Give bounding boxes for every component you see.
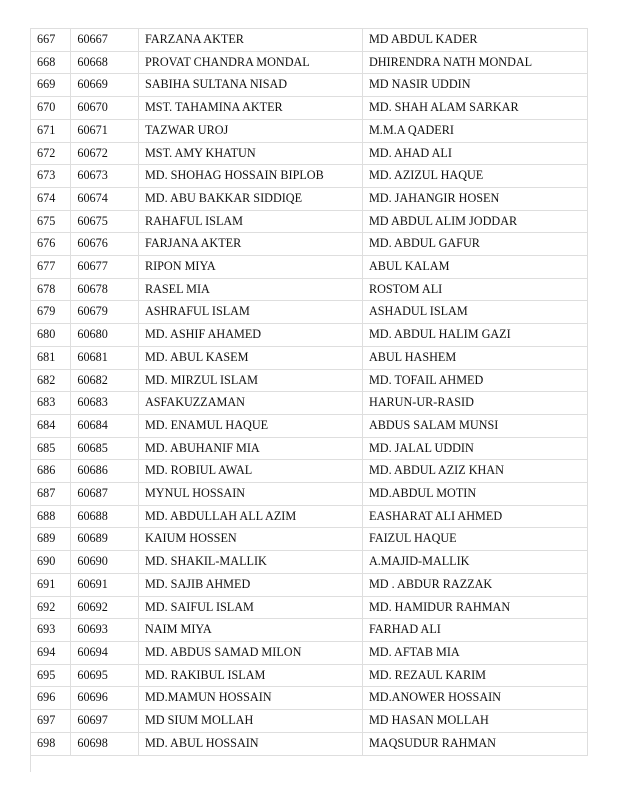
father-name-cell: ASHADUL ISLAM — [362, 301, 587, 324]
serial-number-cell: 676 — [31, 233, 71, 256]
father-name-cell: ABDUS SALAM MUNSI — [362, 414, 587, 437]
roll-number-cell: 60676 — [71, 233, 139, 256]
serial-number-cell: 672 — [31, 142, 71, 165]
table-row — [31, 619, 588, 642]
roll-number-cell: 60677 — [71, 256, 139, 279]
roll-number-cell: 60667 — [71, 29, 139, 52]
serial-number-cell: 680 — [31, 324, 71, 347]
roll-number-cell: 60673 — [71, 165, 139, 188]
serial-number-cell: 678 — [31, 278, 71, 301]
roll-number-cell: 60686 — [71, 460, 139, 483]
table-left-border-tail — [30, 752, 31, 772]
serial-number-cell: 691 — [31, 573, 71, 596]
father-name-cell: MD . ABDUR RAZZAK — [362, 573, 587, 596]
roll-number-cell: 60685 — [71, 437, 139, 460]
candidate-name-cell: MD. SHOHAG HOSSAIN BIPLOB — [138, 165, 362, 188]
roll-number-cell: 60688 — [71, 505, 139, 528]
candidate-name-cell: MD. ABDULLAH ALL AZIM — [138, 505, 362, 528]
serial-number-cell: 685 — [31, 437, 71, 460]
candidate-name-cell: MD. RAKIBUL ISLAM — [138, 664, 362, 687]
roll-number-cell: 60684 — [71, 414, 139, 437]
serial-number-cell: 668 — [31, 51, 71, 74]
table-row — [31, 551, 588, 574]
candidate-name-cell: MD.MAMUN HOSSAIN — [138, 687, 362, 710]
father-name-cell: MD.ABDUL MOTIN — [362, 483, 587, 506]
roll-number-cell: 60692 — [71, 596, 139, 619]
serial-number-cell: 683 — [31, 392, 71, 415]
father-name-cell: MD. AFTAB MIA — [362, 641, 587, 664]
table-row — [31, 596, 588, 619]
table-row — [31, 505, 588, 528]
roll-number-cell: 60679 — [71, 301, 139, 324]
roll-number-cell: 60669 — [71, 74, 139, 97]
candidate-name-cell: MD. ABUL HOSSAIN — [138, 732, 362, 755]
serial-number-cell: 689 — [31, 528, 71, 551]
candidate-name-cell: MD. ABUHANIF MIA — [138, 437, 362, 460]
candidate-name-cell: RAHAFUL ISLAM — [138, 210, 362, 233]
table-row — [31, 641, 588, 664]
candidate-name-cell: FARZANA AKTER — [138, 29, 362, 52]
father-name-cell: MD HASAN MOLLAH — [362, 710, 587, 733]
father-name-cell: MD. JALAL UDDIN — [362, 437, 587, 460]
candidate-name-cell: MST. TAHAMINA AKTER — [138, 97, 362, 120]
candidate-name-cell: MD. ENAMUL HAQUE — [138, 414, 362, 437]
table-row — [31, 29, 588, 52]
father-name-cell: MD. JAHANGIR HOSEN — [362, 187, 587, 210]
candidate-name-cell: MD. ABDUS SAMAD MILON — [138, 641, 362, 664]
serial-number-cell: 682 — [31, 369, 71, 392]
candidate-name-cell: MD. SHAKIL-MALLIK — [138, 551, 362, 574]
roll-number-cell: 60698 — [71, 732, 139, 755]
father-name-cell: MD. TOFAIL AHMED — [362, 369, 587, 392]
serial-number-cell: 688 — [31, 505, 71, 528]
serial-number-cell: 677 — [31, 256, 71, 279]
roll-number-cell: 60693 — [71, 619, 139, 642]
father-name-cell: EASHARAT ALI AHMED — [362, 505, 587, 528]
candidate-name-cell: FARJANA AKTER — [138, 233, 362, 256]
roster-table-body — [31, 29, 588, 756]
roll-number-cell: 60683 — [71, 392, 139, 415]
father-name-cell: MD.ANOWER HOSSAIN — [362, 687, 587, 710]
serial-number-cell: 697 — [31, 710, 71, 733]
candidate-name-cell: MYNUL HOSSAIN — [138, 483, 362, 506]
roll-number-cell: 60681 — [71, 346, 139, 369]
father-name-cell: ABUL HASHEM — [362, 346, 587, 369]
candidate-name-cell: PROVAT CHANDRA MONDAL — [138, 51, 362, 74]
roll-number-cell: 60668 — [71, 51, 139, 74]
serial-number-cell: 693 — [31, 619, 71, 642]
table-row — [31, 210, 588, 233]
father-name-cell: MD. ABDUL AZIZ KHAN — [362, 460, 587, 483]
candidate-name-cell: NAIM MIYA — [138, 619, 362, 642]
roll-number-cell: 60675 — [71, 210, 139, 233]
father-name-cell: FARHAD ALI — [362, 619, 587, 642]
serial-number-cell: 686 — [31, 460, 71, 483]
table-row — [31, 687, 588, 710]
father-name-cell: MD. SHAH ALAM SARKAR — [362, 97, 587, 120]
roll-number-cell: 60689 — [71, 528, 139, 551]
candidate-name-cell: MD. ASHIF AHAMED — [138, 324, 362, 347]
serial-number-cell: 687 — [31, 483, 71, 506]
father-name-cell: MD. ABDUL HALIM GAZI — [362, 324, 587, 347]
father-name-cell: MD. HAMIDUR RAHMAN — [362, 596, 587, 619]
serial-number-cell: 671 — [31, 119, 71, 142]
serial-number-cell: 681 — [31, 346, 71, 369]
father-name-cell: DHIRENDRA NATH MONDAL — [362, 51, 587, 74]
father-name-cell: MAQSUDUR RAHMAN — [362, 732, 587, 755]
table-row — [31, 460, 588, 483]
serial-number-cell: 692 — [31, 596, 71, 619]
table-row — [31, 119, 588, 142]
roll-number-cell: 60670 — [71, 97, 139, 120]
table-row — [31, 437, 588, 460]
roll-number-cell: 60696 — [71, 687, 139, 710]
serial-number-cell: 698 — [31, 732, 71, 755]
father-name-cell: M.M.A QADERI — [362, 119, 587, 142]
father-name-cell: MD. REZAUL KARIM — [362, 664, 587, 687]
father-name-cell: MD ABDUL ALIM JODDAR — [362, 210, 587, 233]
candidate-name-cell: MD. SAIFUL ISLAM — [138, 596, 362, 619]
table-row — [31, 346, 588, 369]
table-row — [31, 233, 588, 256]
father-name-cell: ROSTOM ALI — [362, 278, 587, 301]
table-row — [31, 732, 588, 755]
father-name-cell: MD. AZIZUL HAQUE — [362, 165, 587, 188]
serial-number-cell: 694 — [31, 641, 71, 664]
candidate-name-cell: MD SIUM MOLLAH — [138, 710, 362, 733]
table-row — [31, 165, 588, 188]
candidate-name-cell: MD. ROBIUL AWAL — [138, 460, 362, 483]
roll-number-cell: 60672 — [71, 142, 139, 165]
roll-number-cell: 60678 — [71, 278, 139, 301]
father-name-cell: MD ABDUL KADER — [362, 29, 587, 52]
table-row — [31, 301, 588, 324]
table-row — [31, 573, 588, 596]
father-name-cell: MD. AHAD ALI — [362, 142, 587, 165]
serial-number-cell: 675 — [31, 210, 71, 233]
table-row — [31, 74, 588, 97]
serial-number-cell: 670 — [31, 97, 71, 120]
table-row — [31, 392, 588, 415]
roll-number-cell: 60680 — [71, 324, 139, 347]
candidate-name-cell: ASFAKUZZAMAN — [138, 392, 362, 415]
roll-number-cell: 60697 — [71, 710, 139, 733]
father-name-cell: FAIZUL HAQUE — [362, 528, 587, 551]
table-row — [31, 142, 588, 165]
roll-number-cell: 60690 — [71, 551, 139, 574]
table-row — [31, 324, 588, 347]
table-row — [31, 528, 588, 551]
father-name-cell: MD NASIR UDDIN — [362, 74, 587, 97]
roll-number-cell: 60687 — [71, 483, 139, 506]
candidate-name-cell: SABIHA SULTANA NISAD — [138, 74, 362, 97]
serial-number-cell: 673 — [31, 165, 71, 188]
roll-number-cell: 60682 — [71, 369, 139, 392]
candidate-name-cell: RIPON MIYA — [138, 256, 362, 279]
father-name-cell: ABUL KALAM — [362, 256, 587, 279]
table-row — [31, 97, 588, 120]
serial-number-cell: 674 — [31, 187, 71, 210]
serial-number-cell: 684 — [31, 414, 71, 437]
roll-number-cell: 60674 — [71, 187, 139, 210]
serial-number-cell: 695 — [31, 664, 71, 687]
candidate-name-cell: MD. SAJIB AHMED — [138, 573, 362, 596]
candidate-name-cell: MST. AMY KHATUN — [138, 142, 362, 165]
candidate-name-cell: MD. MIRZUL ISLAM — [138, 369, 362, 392]
table-row — [31, 369, 588, 392]
table-row — [31, 187, 588, 210]
serial-number-cell: 669 — [31, 74, 71, 97]
candidate-name-cell: MD. ABU BAKKAR SIDDIQE — [138, 187, 362, 210]
roll-number-cell: 60691 — [71, 573, 139, 596]
table-row — [31, 256, 588, 279]
candidate-name-cell: RASEL MIA — [138, 278, 362, 301]
table-row — [31, 414, 588, 437]
roll-number-cell: 60694 — [71, 641, 139, 664]
father-name-cell: HARUN-UR-RASID — [362, 392, 587, 415]
table-row — [31, 278, 588, 301]
candidate-name-cell: KAIUM HOSSEN — [138, 528, 362, 551]
roster-table — [30, 28, 588, 756]
father-name-cell: MD. ABDUL GAFUR — [362, 233, 587, 256]
table-row — [31, 710, 588, 733]
table-row — [31, 51, 588, 74]
serial-number-cell: 667 — [31, 29, 71, 52]
candidate-name-cell: MD. ABUL KASEM — [138, 346, 362, 369]
father-name-cell: A.MAJID-MALLIK — [362, 551, 587, 574]
serial-number-cell: 696 — [31, 687, 71, 710]
table-row — [31, 483, 588, 506]
table-row — [31, 664, 588, 687]
serial-number-cell: 690 — [31, 551, 71, 574]
roll-number-cell: 60695 — [71, 664, 139, 687]
roll-number-cell: 60671 — [71, 119, 139, 142]
candidate-name-cell: ASHRAFUL ISLAM — [138, 301, 362, 324]
serial-number-cell: 679 — [31, 301, 71, 324]
candidate-name-cell: TAZWAR UROJ — [138, 119, 362, 142]
